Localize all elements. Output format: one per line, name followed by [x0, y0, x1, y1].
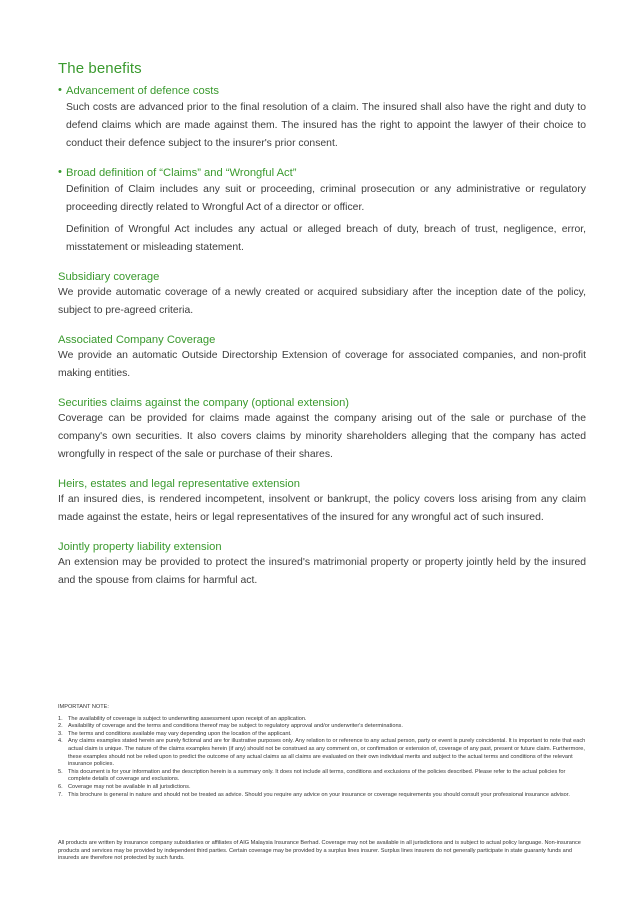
section-text: We provide an automatic Outside Directorship Extension of coverage for associated companies, and non-profit making entities.	[58, 350, 586, 379]
legal-footer: All products are written by insurance company subsidiaries or affiliates of AIG Malaysia Insurance Berhad. Coverage may not be available in all jurisdictions and is subject to actual policy language. Non-insurance products and services may be provided by independent third parties. Certain coverage may be provided by a surplus lines insurer. Surplus lines insurers do not generally participate in state guaranty funds and insureds are therefore not protected by such funds.	[58, 840, 581, 862]
note-item: 4. Any claims examples stated herein are purely fictional and are for illustrative purposes only. Any relation to or reference to any actual person, party or event is purely coincidental. It is important to note that each actual claim is unique. The nature of the claims examples herein (if any) should not be construed as any comment on, or confirmation or extension of, coverage of any past, present or future claim. Furthermore, these examples should not be relied upon to predict the outcome of any actual claims as all claims are evaluated on their own individual merits and subject to the actual terms and conditions of the relevant insurance policies.	[58, 738, 586, 768]
section	[58, 541, 586, 590]
bullet-paragraph: Definition of Wrongful Act includes any actual or alleged breach of duty, breach of trust, negligence, error, misstatement or misleading statement.	[66, 224, 586, 253]
note-item: 7. This brochure is general in nature and should not be treated as advice. Should you require any advice on your insurance or coverage requirements you should consult your professional insurance advisor.	[58, 791, 570, 798]
important-notes	[58, 704, 586, 799]
note-item: 1. The availability of coverage is subject to underwriting assessment upon receipt of an application.	[58, 715, 307, 722]
bullet-title: Advancement of defence costs	[66, 85, 219, 97]
note-item: 2. Availability of coverage and the terms and conditions thereof may be subject to regulatory approval and/or underwriter's determinations.	[58, 723, 403, 730]
section-title: Subsidiary coverage	[58, 271, 160, 283]
bullet-item	[58, 167, 586, 257]
section-text: We provide automatic coverage of a newly created or acquired subsidiary after the inception date of the policy, subject to pre-agreed criteria.	[58, 287, 586, 316]
section	[58, 334, 586, 383]
section-title: Securities claims against the company (optional extension)	[58, 397, 350, 409]
note-item: 3. The terms and conditions available may vary depending upon the location of the applicant.	[58, 730, 292, 737]
page-heading: The benefits	[58, 60, 142, 77]
bullet-paragraph: Definition of Claim includes any suit or proceeding, criminal prosecution or any administrative or regulatory proceeding directly related to Wrongful Act of a director or officer.	[66, 184, 586, 213]
section-text: An extension may be provided to protect the insured's matrimonial property or property jointly held by the insured and the spouse from claims for harmful act.	[58, 557, 586, 586]
note-item: 6. Coverage may not be available in all jurisdictions.	[58, 783, 191, 790]
section-text: Coverage can be provided for claims made against the company arising out of the sale or purchase of the company's own securities. It also covers claims by minority shareholders alleging that the company has acted wrongfully in respect of the sale or purchase of their shares.	[58, 413, 586, 460]
bullet-dot-icon: •	[58, 84, 62, 96]
bullet-item	[58, 85, 586, 153]
section	[58, 397, 586, 464]
bullet-dot-icon: •	[58, 166, 62, 178]
section-title: Heirs, estates and legal representative extension	[58, 478, 300, 490]
note-item: 5. This document is for your information and the description herein is a summary only. It does not include all terms, conditions and exclusions of the policies described. Please refer to the actual policies for complete details of coverage and exclusions.	[58, 768, 566, 783]
section-text: If an insured dies, is rendered incompetent, insolvent or bankrupt, the policy covers loss arising from any claim made against the estate, heirs or legal representatives of the insured for any wrongful act of such insured.	[58, 494, 586, 523]
bullet-paragraph: Such costs are advanced prior to the final resolution of a claim. The insured shall also have the right and duty to defend claims which are made against them. The insured has the right to appoint the lawyer of their choice to conduct their defence subject to the insurer's prior consent.	[66, 102, 586, 149]
bullet-title: Broad definition of “Claims” and “Wrongful Act”	[66, 167, 297, 179]
section	[58, 271, 586, 320]
notes-list	[58, 716, 586, 800]
section-title: Associated Company Coverage	[58, 334, 216, 346]
section	[58, 478, 586, 527]
section-title: Jointly property liability extension	[58, 541, 222, 553]
notes-header: IMPORTANT NOTE:	[58, 704, 109, 710]
